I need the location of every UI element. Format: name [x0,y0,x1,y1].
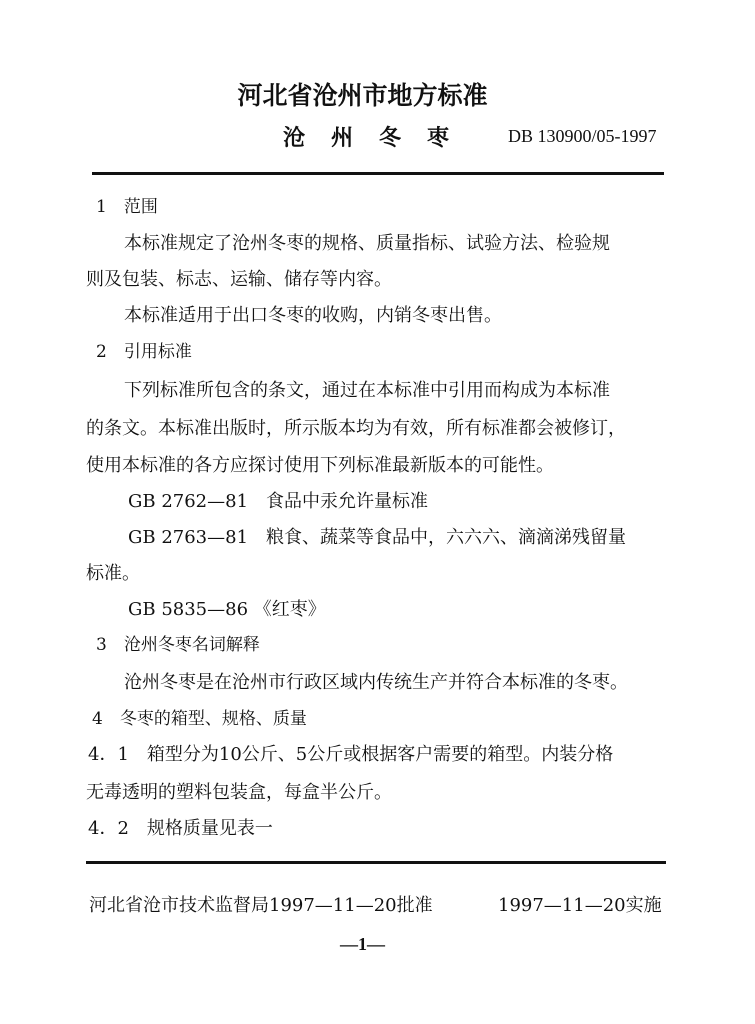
effective-date: 1997—11—20实施 [498,895,662,916]
section-2-paragraph-line-1: 下列标准所包含的条文，通过在本标准中引用而构成为本标准 [124,380,610,401]
header-divider [92,172,664,175]
section-4-2: 4．2 规格质量见表一 [88,818,273,839]
section-4-heading: 4 冬枣的箱型、规格、质量 [92,709,307,729]
section-1-paragraph-1-line-2: 则及包装、标志、运输、储存等内容。 [86,269,392,290]
reference-3: GB 5835—86 《红枣》 [128,599,326,620]
section-4-1-line-1: 4．1 箱型分为10公斤、5公斤或根据客户需要的箱型。内装分格 [88,744,614,765]
section-2-paragraph-line-3: 使用本标准的各方应探讨使用下列标准最新版本的可能性。 [86,455,554,476]
reference-1: GB 2762—81 食品中汞允许量标准 [128,491,429,512]
section-1-paragraph-2: 本标准适用于出口冬枣的收购，内销冬枣出售。 [124,305,502,326]
section-3-heading: 3 沧州冬枣名词解释 [96,635,260,655]
document-title: 沧州冬枣 [283,126,476,151]
section-4-1-line-2: 无毒透明的塑料包装盒，每盒半公斤。 [86,782,392,803]
page-number: —1— [340,934,385,954]
section-1-heading: 1 范围 [96,197,158,217]
approval-statement: 河北省沧市技术监督局1997—11—20批准 [89,895,433,916]
section-2-paragraph-line-2: 的条文。本标准出版时，所示版本均为有效，所有标准都会被修订， [86,418,626,439]
footer-divider [86,861,666,864]
section-2-heading: 2 引用标准 [96,342,192,362]
section-3-paragraph: 沧州冬枣是在沧州市行政区域内传统生产并符合本标准的冬枣。 [124,672,628,693]
document-code: DB 130900/05-1997 [508,126,657,146]
issuer-title: 河北省沧州市地方标准 [237,81,488,110]
section-1-paragraph-1-line-1: 本标准规定了沧州冬枣的规格、质量指标、试验方法、检验规 [124,233,610,254]
reference-2-line-1: GB 2763—81 粮食、蔬菜等食品中，六六六、滴滴涕残留量 [128,527,627,548]
reference-2-line-2: 标准。 [86,563,140,584]
